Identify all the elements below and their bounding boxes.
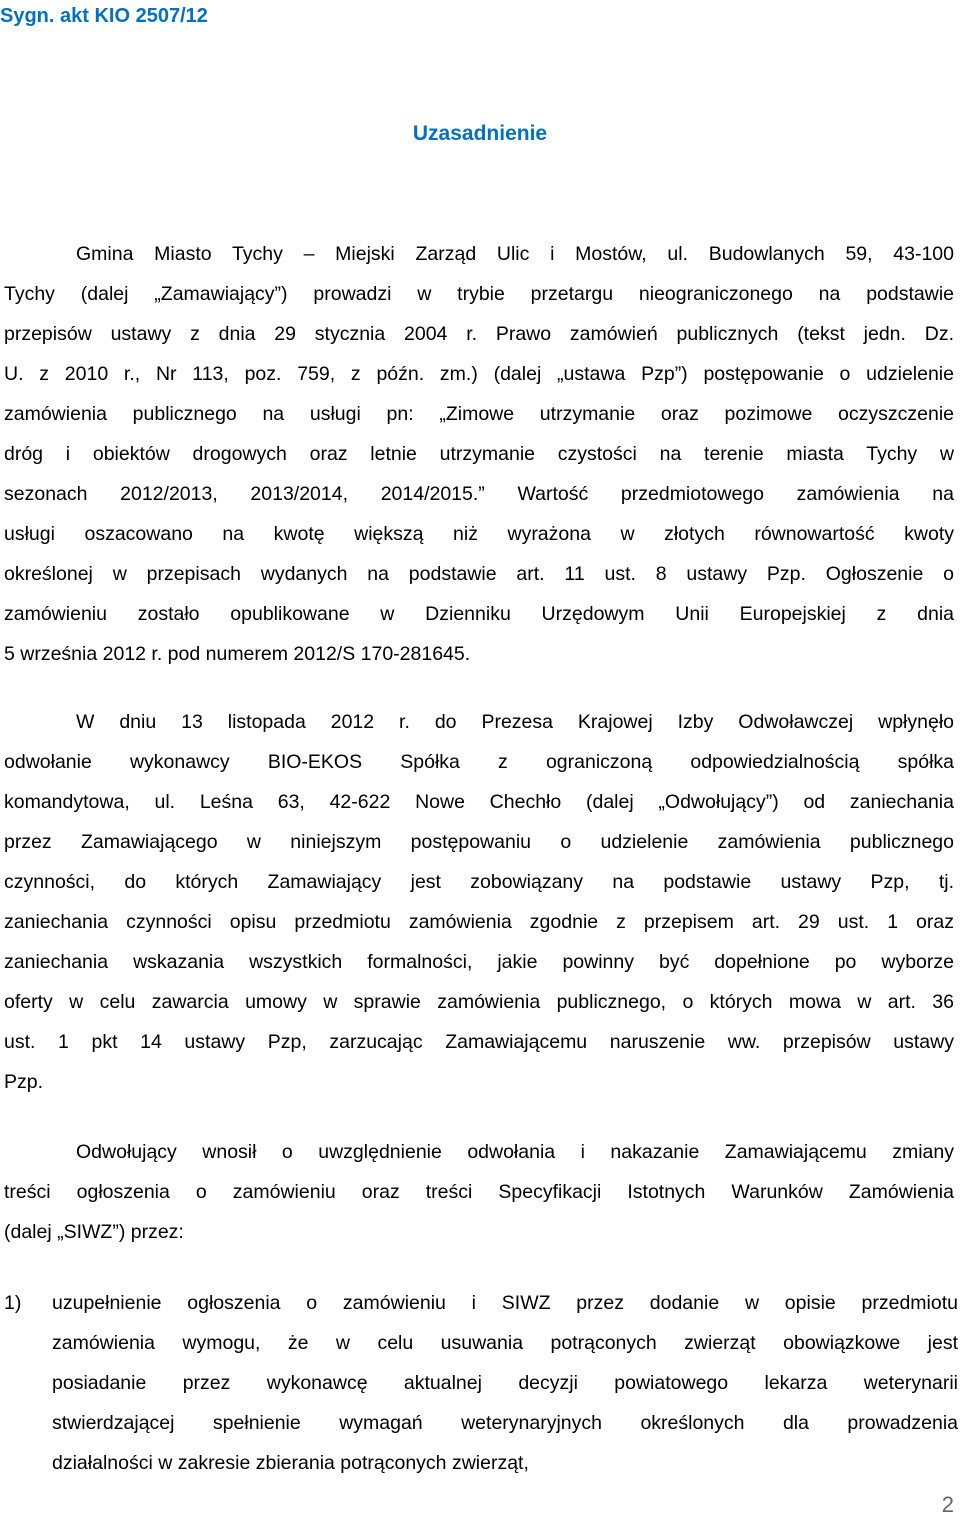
- text-line: dróg i obiektów drogowych oraz letnie utrzymanie czystości na terenie miasta Tychy w: [4, 443, 954, 465]
- text-line: uzupełnienie ogłoszenia o zamówieniu i SIWZ przez dodanie w opisie przedmiotu: [52, 1292, 958, 1314]
- text-line: działalności w zakresie zbierania potrąconych zwierząt,: [52, 1452, 529, 1474]
- list-item-body: [52, 1283, 958, 1483]
- text-line: stwierdzającej spełnienie wymagań weterynaryjnych określonych dla prowadzenia: [52, 1412, 958, 1434]
- text-line: odwołanie wykonawcy BIO-EKOS Spółka z ograniczoną odpowiedzialnością spółka: [4, 751, 954, 773]
- paragraph-intro: [4, 234, 954, 674]
- text-line: zamówienia wymogu, że w celu usuwania potrąconych zwierząt obowiązkowe jest: [52, 1332, 958, 1354]
- page-number: 2: [941, 1492, 954, 1517]
- text-line: zamówienia publicznego na usługi pn: „Zimowe utrzymanie oraz pozimowe oczyszczenie: [4, 403, 954, 425]
- text-line: zaniechania wskazania wszystkich formalności, jakie powinny być dopełnione po wyborze: [4, 951, 954, 973]
- text-line: zaniechania czynności opisu przedmiotu zamówienia zgodnie z przepisem art. 29 ust. 1 oraz: [4, 911, 954, 933]
- text-line: oferty w celu zawarcia umowy w sprawie zamówienia publicznego, o których mowa w art. 36: [4, 991, 954, 1013]
- text-line: przez Zamawiającego w niniejszym postępowaniu o udzielenie zamówienia publicznego: [4, 831, 954, 853]
- text-line: usługi oszacowano na kwotę większą niż wyrażona w złotych równowartość kwoty: [4, 523, 954, 545]
- text-line: W dniu 13 listopada 2012 r. do Prezesa Krajowej Izby Odwoławczej wpłynęło: [76, 711, 954, 733]
- text-line: czynności, do których Zamawiający jest zobowiązany na podstawie ustawy Pzp, tj.: [4, 871, 954, 893]
- text-line: komandytowa, ul. Leśna 63, 42-622 Nowe Chechło (dalej „Odwołujący”) od zaniechania: [4, 791, 954, 813]
- text-line: posiadanie przez wykonawcę aktualnej decyzji powiatowego lekarza weterynarii: [52, 1372, 958, 1394]
- list-item-number: 1): [4, 1292, 22, 1314]
- paragraph-request: [4, 1132, 954, 1252]
- text-line: Tychy (dalej „Zamawiający”) prowadzi w trybie przetargu nieograniczonego na podstawie: [4, 283, 954, 305]
- case-signature: Sygn. akt KIO 2507/12: [0, 5, 208, 27]
- text-line: treści ogłoszenia o zamówieniu oraz treści Specyfikacji Istotnych Warunków Zamówienia: [4, 1181, 954, 1203]
- text-line: przepisów ustawy z dnia 29 stycznia 2004 r. Prawo zamówień publicznych (tekst jedn. Dz.: [4, 323, 954, 345]
- text-line: ust. 1 pkt 14 ustawy Pzp, zarzucając Zamawiającemu naruszenie ww. przepisów ustawy: [4, 1031, 954, 1053]
- text-line: określonej w przepisach wydanych na podstawie art. 11 ust. 8 ustawy Pzp. Ogłoszenie o: [4, 563, 954, 585]
- text-line: Pzp.: [4, 1071, 44, 1093]
- text-line: sezonach 2012/2013, 2013/2014, 2014/2015.” Wartość przedmiotowego zamówienia na: [4, 483, 954, 505]
- text-line: Odwołujący wnosił o uwzględnienie odwołania i nakazanie Zamawiającemu zmiany: [76, 1141, 954, 1163]
- text-line: (dalej „SIWZ”) przez:: [4, 1221, 184, 1243]
- text-line: U. z 2010 r., Nr 113, poz. 759, z późn. zm.) (dalej „ustawa Pzp”) postępowanie o udzielenie: [4, 363, 954, 385]
- paragraph-appeal: [4, 702, 954, 1102]
- text-line: zamówieniu zostało opublikowane w Dzienniku Urzędowym Unii Europejskiej z dnia: [4, 603, 954, 625]
- text-line: Gmina Miasto Tychy – Miejski Zarząd Ulic i Mostów, ul. Budowlanych 59, 43-100: [76, 243, 954, 265]
- document-title: Uzasadnienie: [412, 122, 548, 145]
- text-line: 5 września 2012 r. pod numerem 2012/S 170-281645.: [4, 643, 471, 665]
